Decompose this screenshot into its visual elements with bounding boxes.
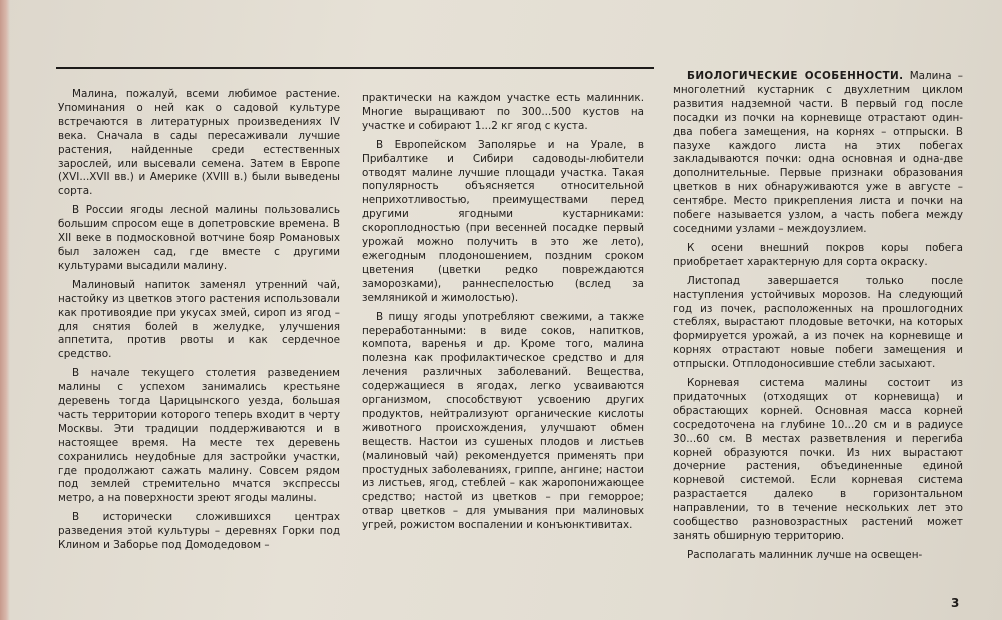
paragraph: практически на каждом участке есть малинник. Многие выращивают по 300...500 кустов на участке и собирают 1...2 кг ягод с куста.: [362, 92, 644, 132]
paragraph: Малина, пожалуй, всеми любимое растение. Упоминания о ней как о садовой культуре встречаются в литературных произведениях IV века. Сначала в сады пересаживали лучшие растения, найденные среди естественных зарослей, или высевали семена. Затем в Европе (XVI...XVII вв.) и Америке (XVIII в.) были выведены сорта.: [58, 88, 340, 198]
paragraph: В России ягоды лесной малины пользовались большим спросом еще в допетровские времена. В XII веке в подмосковной вотчине бояр Романовых был заложен сад, где вместе с другими культурами высадили малину.: [58, 204, 340, 272]
section-lead-text: Малина – многолетний кустарник с двухлетним циклом развития надземной части. В первый год после посадки из почки на корневище отрастают один-два побега замещения, на корнях – отпрыски. В пазухе каждого листа на этих побегах закладываются почки: одна основная и одна-две дополнительные. Первые признаки образования цветков в них обнаруживаются уже в августе – сентябре. Место прикрепления листа и почки на побеге называется узлом, а часть побега между соседними узлами – междоузлием.: [673, 70, 964, 235]
text-column-2: [362, 92, 644, 538]
paragraph: К осени внешний покров коры побега приобретает характерную для сорта окраску.: [673, 241, 963, 268]
paragraph: Малиновый напиток заменял утренний чай, настойку из цветков этого растения использовали как противоядие при укусах змей, сироп из ягод – для снятия болей в желудке, улучшения аппетита, против рвоты и как сердечное средство.: [58, 278, 340, 361]
text-column-1: [58, 88, 340, 558]
paragraph: В начале текущего столетия разведением малины с успехом занимались крестьяне деревень тогда Царицынского уезда, большая часть территории которого теперь входит в черту Москвы. Эти традиции поддерживаются и в настоящее время. На месте тех деревень сохранились неудобные для застройки участки, где продолжают сажать малину. Совсем рядом под землей стремительно мчатся экспрессы метро, а на поверхности зреют ягоды малины.: [58, 367, 340, 505]
section-lead-paragraph: [673, 70, 963, 237]
page-number: 3: [951, 596, 960, 610]
text-column-3: [673, 70, 963, 568]
paragraph: В Европейском Заполярье и на Урале, в Прибалтике и Сибири садоводы-любители отводят малине лучшие площади участка. Такая популярность объясняется относительной неприхотливостью, преимуществами перед другими ягодными кустарниками: скороплодностью (при весенней посадке первый урожай можно получить в это же лето), ежегодным плодоношением, поздним сроком цветения (цветки редко повреждаются заморозками), раннеспелостью (вслед за земляникой и жимолостью).: [362, 138, 644, 304]
paragraph: В исторически сложившихся центрах разведения этой культуры – деревнях Горки под Клином и Заборье под Домодедовом –: [58, 511, 340, 552]
paragraph: В пищу ягоды употребляют свежими, а также переработанными: в виде соков, напитков, компота, варенья и др. Кроме того, малина полезна как профилактическое средство и для лечения различных заболеваний. Вещества, содержащиеся в ягодах, легко усваиваются организмом, способствуют усвоению других продуктов, нейтрализуют органические кислоты животного происхождения, улучшают обмен веществ. Настои из сушеных плодов и листьев (малиновый чай) рекомендуется применять при простудных заболеваниях, гриппе, ангине; настои из листьев, ягод, стеблей – как жаропонижающее средство; настой из цветков – при геморрое; отвар цветков – для умывания при малиновых угрей, рожистом воспалении и конъюнктивитах.: [362, 310, 644, 532]
paragraph: Располагать малинник лучше на освещен-: [687, 548, 923, 561]
paragraph: Листопад завершается только после наступления устойчивых морозов. На следующий год из почек, расположенных на прошлогодних стеблях, вырастают плодовые веточки, на которых формируется урожай, а из почек на корневище и корнях отрастают новые побеги замещения и отпрыски. Отплодоносившие стебли засыхают.: [673, 274, 963, 371]
top-rule-divider: [56, 67, 654, 69]
section-heading: БИОЛОГИЧЕСКИЕ ОСОБЕННОСТИ.: [687, 70, 904, 82]
book-spine-edge: [0, 0, 10, 620]
paragraph: Корневая система малины состоит из придаточных (отходящих от корневища) и обрастающих корней. Основная масса корней сосредоточена на глубине 10...20 см и в радиусе 30...60 см. В местах разветвления и перегиба корней образуются почки. Из них вырастают дочерние растения, объединенные единой корневой системой. Если корневая система разрастается далеко в горизонтальном направлении, то в течение нескольких лет это сообщество разновозрастных растений может занять обширную территорию.: [673, 377, 963, 542]
